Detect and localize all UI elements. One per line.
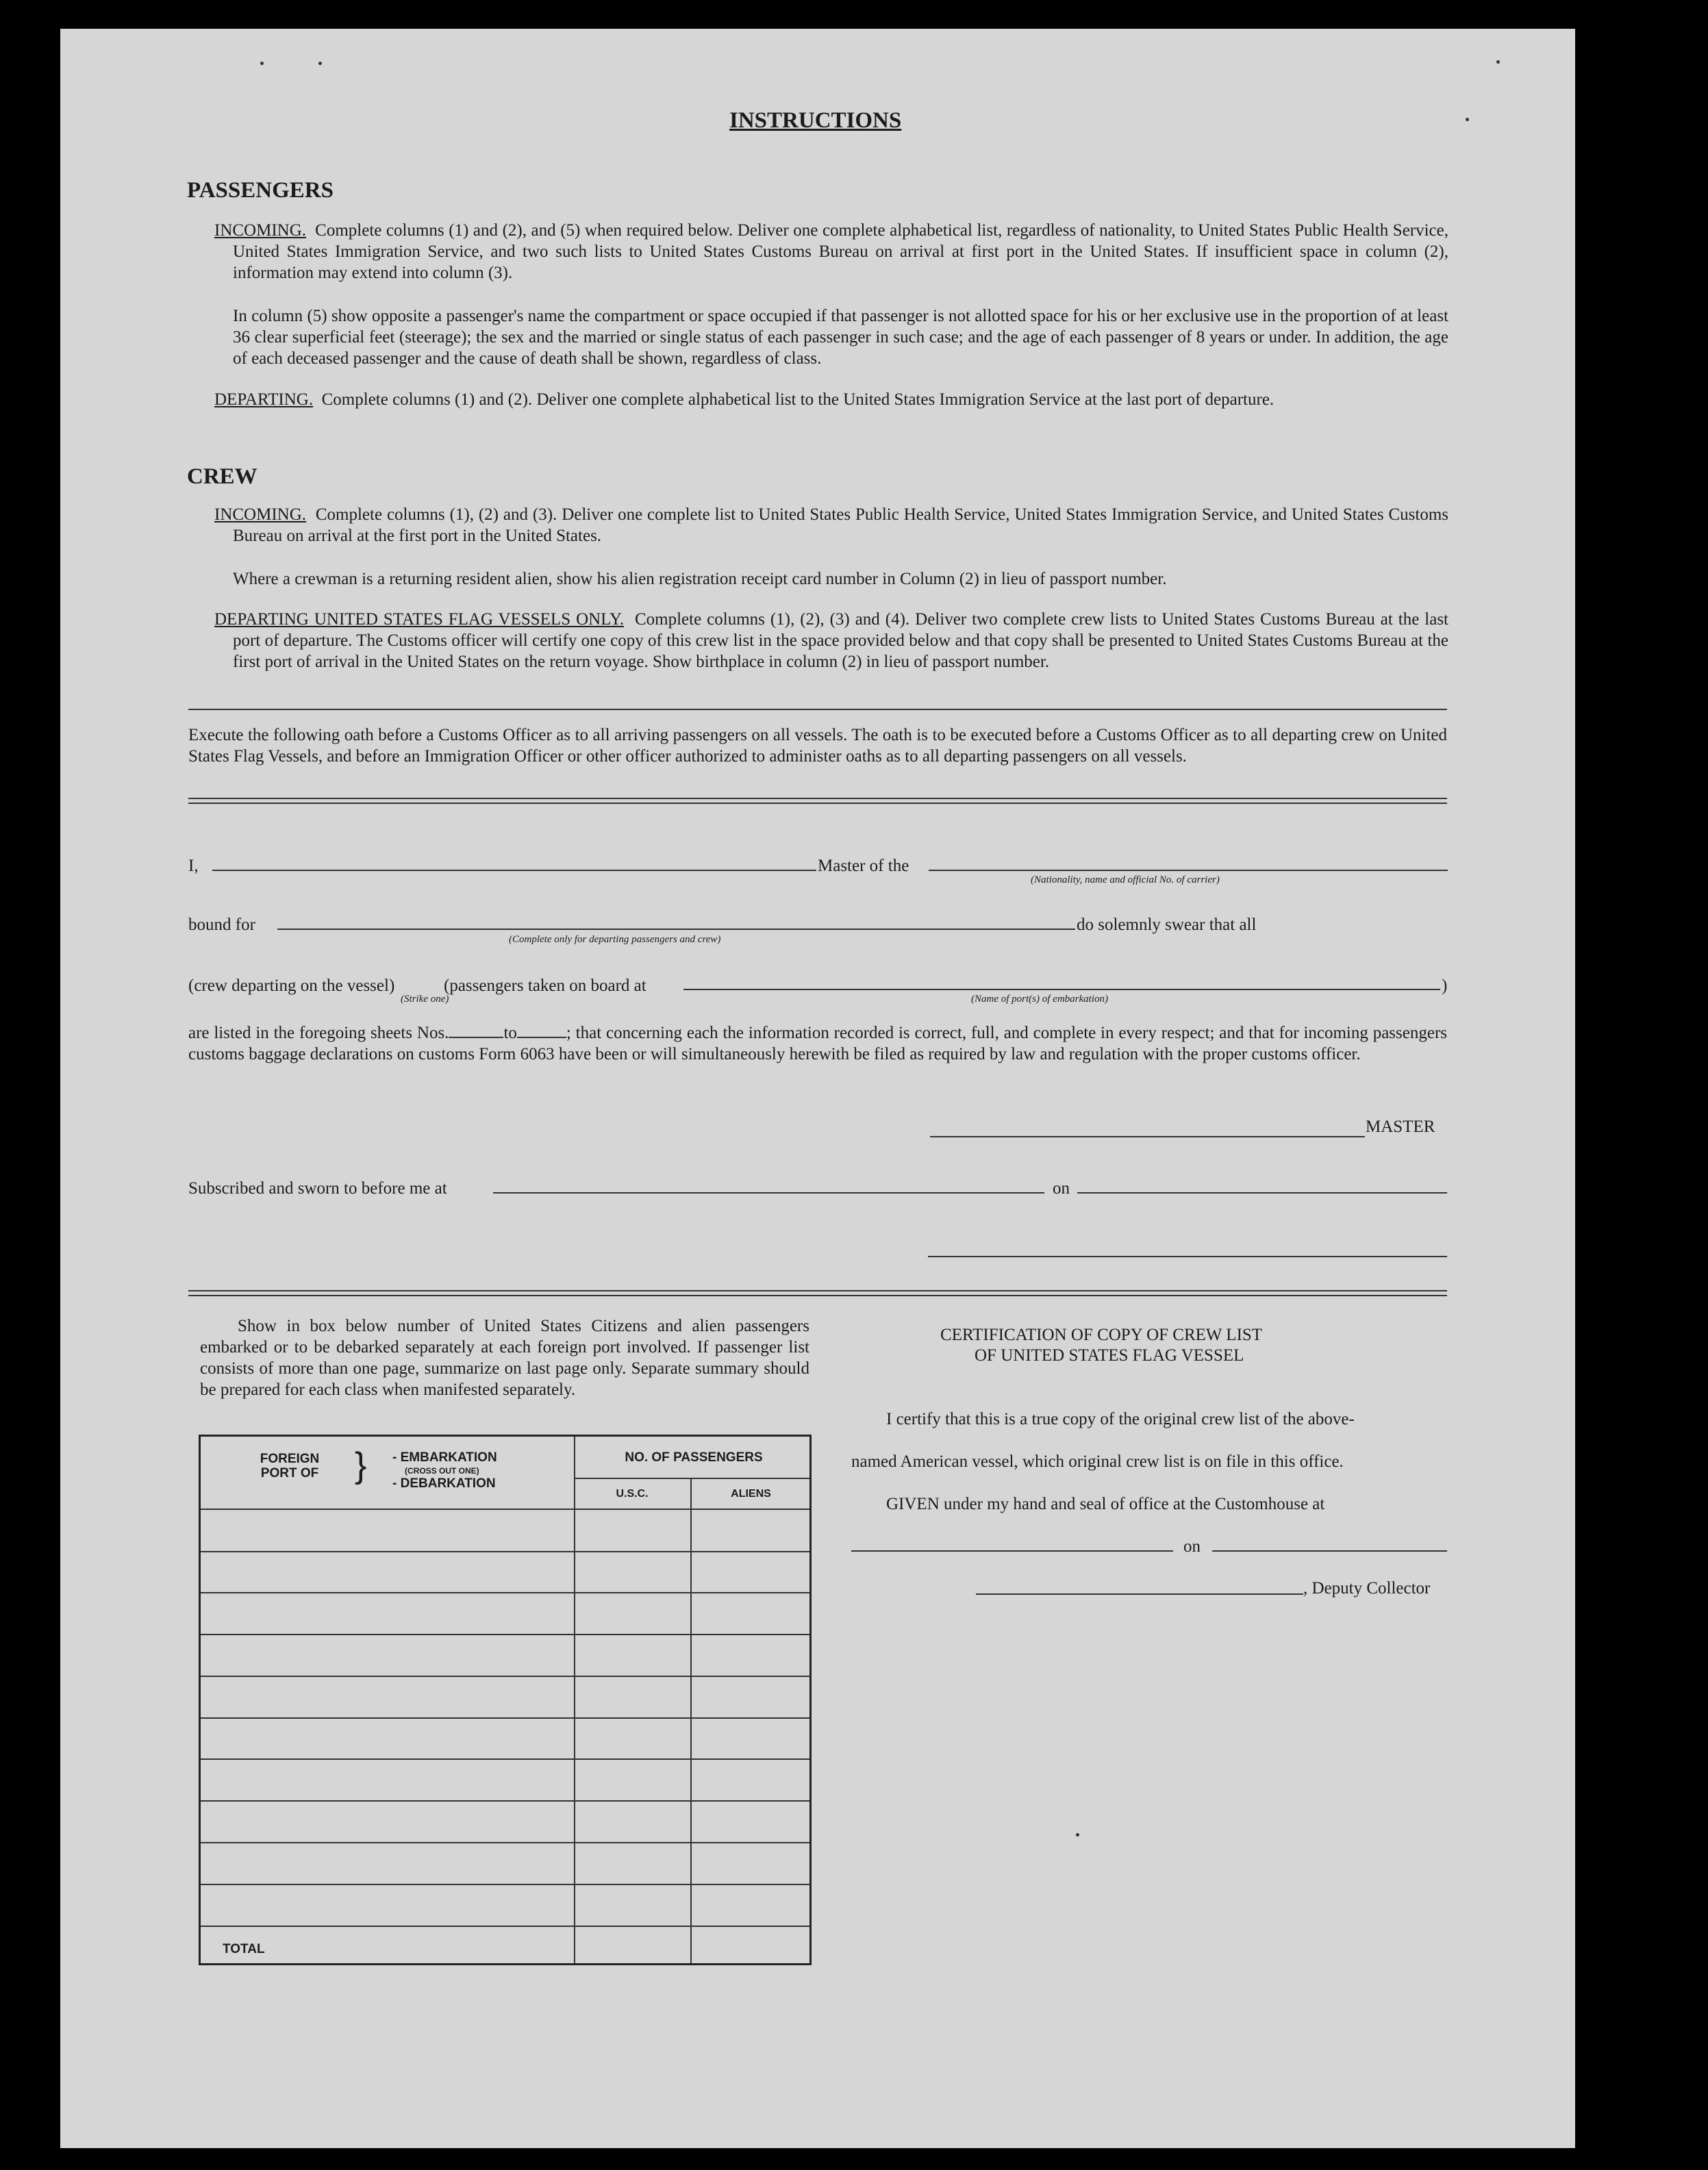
sworn-date-field[interactable] <box>1077 1192 1447 1194</box>
divider <box>188 709 1447 710</box>
table-row <box>201 1551 809 1552</box>
embarkation-port-field[interactable] <box>683 989 1440 990</box>
crew-resident-paragraph: Where a crewman is a returning resident alien, show his alien registration receipt card number in Column (2) in lieu of passport number. <box>233 570 1167 588</box>
certification-line-1: I certify that this is a true copy of the original crew list of the above- <box>886 1410 1355 1428</box>
crew-departing-text: Complete columns (1), (2), (3) and (4). Deliver two complete crew lists to United States Customs Bureau at the last port of departure. The Customs officer will certify one copy of this crew list in the space provided below and that copy shall be presented to United States Customs Bureau at the first port of arrival in the United States on the return voyage. Show birthplace in column (2) in lieu of passport number. <box>233 610 1448 671</box>
customhouse-field[interactable] <box>851 1550 1173 1552</box>
table-row <box>201 1758 809 1760</box>
passengers-departing-paragraph <box>214 389 1448 410</box>
passengers-departing-label: DEPARTING. <box>214 390 314 409</box>
table-row <box>201 1717 809 1719</box>
usc-header: U.S.C. <box>616 1488 649 1500</box>
foreign-port-header: FOREIGN PORT OF <box>260 1452 320 1480</box>
carrier-caption: (Nationality, name and official No. of carrier) <box>1031 874 1220 885</box>
certification-date-field[interactable] <box>1212 1550 1447 1552</box>
oath-i-label: I, <box>188 857 199 875</box>
certification-heading-1: CERTIFICATION OF COPY OF CREW LIST <box>940 1326 1263 1344</box>
summary-instructions: Show in box below number of United States Citizens and alien passengers embarked or to be debarked separately at each foreign port involved. If passenger list consists of more than one page, summarize on last page only. Separate summary should be prepared for each class when manifested separately. <box>200 1317 809 1399</box>
certification-line-2: named American vessel, which original crew list is on file in this office. <box>851 1452 1344 1471</box>
close-paren: ) <box>1442 976 1448 995</box>
speck <box>1496 60 1500 64</box>
master-name-field[interactable] <box>212 870 816 871</box>
passengers-taken-option[interactable]: (passengers taken on board at <box>444 976 646 995</box>
crew-departing-paragraph <box>214 609 1448 672</box>
destination-caption: (Complete only for departing passengers and crew) <box>509 934 721 945</box>
speck <box>318 62 322 65</box>
passengers-departing-text: Complete columns (1) and (2). Deliver one complete alphabetical list to the United States Immigration Service at the last port of departure. <box>321 390 1274 409</box>
oath-statement-a: ; that concerning each the information recorded is correct, full, and complete in every respect; and <box>566 1024 1244 1042</box>
deputy-signature-field[interactable] <box>976 1593 1303 1595</box>
passengers-incoming-label: INCOMING. <box>214 221 307 240</box>
speck <box>1466 118 1469 121</box>
total-label: TOTAL <box>223 1942 265 1956</box>
sheets-to-label: to <box>503 1024 517 1042</box>
divider <box>188 798 1447 799</box>
embarkation-option[interactable]: - EMBARKATION <box>392 1450 497 1465</box>
crew-departing-label: DEPARTING UNITED STATES FLAG VESSELS ONLY. <box>214 610 625 629</box>
aliens-header: ALIENS <box>731 1488 771 1500</box>
cross-out-caption: (CROSS OUT ONE) <box>405 1466 479 1476</box>
subscribed-label: Subscribed and sworn to before me at <box>188 1179 447 1198</box>
crew-incoming-paragraph <box>214 504 1449 546</box>
sheets-from-field[interactable] <box>449 1037 503 1038</box>
oath-statement <box>188 1022 1447 1065</box>
table-row <box>201 1884 809 1885</box>
passengers-incoming-paragraph <box>214 220 1448 283</box>
speck <box>260 62 264 65</box>
certification-heading-2: OF UNITED STATES FLAG VESSEL <box>975 1346 1244 1365</box>
sheets-label: are listed in the foregoing sheets Nos. <box>188 1024 449 1042</box>
divider <box>188 1295 1447 1296</box>
sworn-place-field[interactable] <box>493 1192 1044 1194</box>
deputy-collector-label: , Deputy Collector <box>1303 1579 1431 1598</box>
table-row-divider <box>574 1478 809 1479</box>
table-row <box>201 1592 809 1593</box>
divider <box>188 803 1447 804</box>
passengers-incoming-text: Complete columns (1) and (2), and (5) when required below. Deliver one complete alphabetical list, regardless of nationality, to United States Public Health Service, United States Immigration Service, and two such lists to United States Customs Bureau on arrival at first port in the United States. If insufficient space in column (2), information may extend into column (3). <box>233 221 1448 282</box>
table-row <box>201 1634 809 1635</box>
oath-intro-paragraph: Execute the following oath before a Customs Officer as to all arriving passengers on all vessels. The oath is to be executed before a Customs Officer as to all departing crew on United States Flag Vessels, and before an Immigration Officer or other officer authorized to administer oaths as to all departing passengers on all vessels. <box>188 726 1447 766</box>
crew-incoming-text: Complete columns (1), (2) and (3). Deliver one complete list to United States Public Health Service, United States Immigration Service, and United States Customs Bureau on arrival at the first port in the United States. <box>233 505 1449 545</box>
crew-incoming-label: INCOMING. <box>214 505 307 524</box>
passenger-summary-table <box>199 1435 812 1965</box>
table-row <box>201 1800 809 1802</box>
strike-one-caption: (Strike one) <box>401 994 449 1005</box>
oath-statement-b: that for incoming passengers customs baggage declarations on customs Form 6063 have been or will simultaneously herewith be filed as required by law and regulation with the proper customs officer. <box>188 1024 1447 1063</box>
no-passengers-header: NO. OF PASSENGERS <box>625 1450 763 1465</box>
crew-departing-option[interactable]: (crew departing on the vessel) <box>188 976 395 995</box>
passengers-column5-paragraph: In column (5) show opposite a passenger's name the compartment or space occupied if that passenger is not allotted space for his or her exclusive use in the proportion of at least 36 clear superficial feet (steerage); the sex and the married or single status of each passenger in such case; and the age of each passenger of 8 years or under. In addition, the age of each deceased passenger and the cause of death shall be shown, regardless of class. <box>233 307 1448 368</box>
passengers-heading: PASSENGERS <box>187 178 334 203</box>
sheets-to-field[interactable] <box>517 1037 566 1038</box>
officer-signature-field[interactable] <box>928 1256 1447 1257</box>
carrier-field[interactable] <box>929 870 1448 871</box>
table-row <box>201 1509 809 1510</box>
bound-for-label: bound for <box>188 916 255 934</box>
brace-glyph: } <box>355 1446 367 1485</box>
certification-on-label: on <box>1183 1537 1201 1556</box>
crew-heading: CREW <box>187 464 258 489</box>
master-signature-field[interactable] <box>930 1136 1365 1137</box>
destination-field[interactable] <box>277 929 1075 930</box>
sworn-on-label: on <box>1053 1179 1070 1198</box>
table-row <box>201 1676 809 1677</box>
embarkation-port-caption: (Name of port(s) of embarkation) <box>971 994 1108 1005</box>
speck <box>1076 1833 1079 1837</box>
table-row <box>201 1842 809 1843</box>
swear-label: do solemnly swear that all <box>1077 916 1257 934</box>
debarkation-option[interactable]: - DEBARKATION <box>392 1476 496 1491</box>
table-row <box>201 1926 809 1927</box>
page-title: INSTRUCTIONS <box>729 108 902 133</box>
divider <box>188 1290 1447 1291</box>
master-label: MASTER <box>1366 1118 1435 1136</box>
certification-line-3: GIVEN under my hand and seal of office at the Customhouse at <box>886 1495 1325 1513</box>
master-of-label: Master of the <box>818 857 909 875</box>
